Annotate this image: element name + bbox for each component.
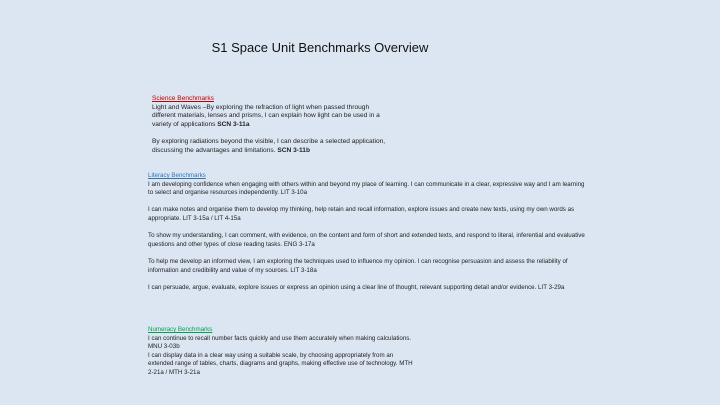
literacy-item: I am developing confidence when engaging with others within and beyond my place of learning. I can communicate in a clear, expressive way and I am learning to select and organise resources independently. LIT 3-10a (148, 180, 585, 197)
literacy-item: To help me develop an informed view, I am exploring the techniques used to influence my opinion. I can recognise persuasion and assess the reliability of information and credibility and value of my sources. LIT 3-18a (148, 257, 568, 274)
numeracy-heading: Numeracy Benchmarks (148, 326, 213, 333)
literacy-heading: Literacy Benchmarks (148, 172, 206, 179)
literacy-item: I can make notes and organise them to develop my thinking, help retain and recall information, explore issues and create new texts, using my own words as appropriate. LIT 3-15a / LIT 4-15a (148, 206, 575, 222)
science-item: Light and Waves –By exploring the refraction of light when passed through different materials, lenses and prisms, I can explain how light can be used in a variety of applications SCN 3-11a (152, 103, 380, 128)
numeracy-item: I can continue to recall number facts quickly and use them accurately when making calculations. MNU 3-03b (148, 334, 412, 351)
literacy-item: To show my understanding, I can comment, with evidence, on the content and form of short and extended texts, and respond to literal, inferential and evaluative questions and other types of close reading tasks. ENG 3-17a (148, 232, 585, 248)
science-heading: Science Benchmarks (152, 95, 214, 102)
numeracy-item: I can display data in a clear way using a suitable scale, by choosing appropriately from an extended range of tables, charts, diagrams and graphs, making effective use of technology. MTH 2-21a / MTH 3-21a (148, 351, 413, 376)
page-title: S1 Space Unit Benchmarks Overview (211, 40, 429, 55)
literacy-item: I can persuade, argue, evaluate, explore issues or express an opinion using a clear line of thought, relevant supporting detail and/or evidence. LIT 3-29a (148, 283, 565, 291)
science-item: By exploring radiations beyond the visible, I can describe a selected application, discussing the advantages and limitations. SCN 3-11b (152, 137, 386, 154)
numeracy-benchmarks-section (148, 326, 418, 378)
science-benchmarks-section (152, 95, 392, 155)
science-code: SCN 3-11b (277, 146, 310, 154)
literacy-benchmarks-section (148, 172, 588, 292)
science-code: SCN 3-11a (217, 120, 250, 128)
